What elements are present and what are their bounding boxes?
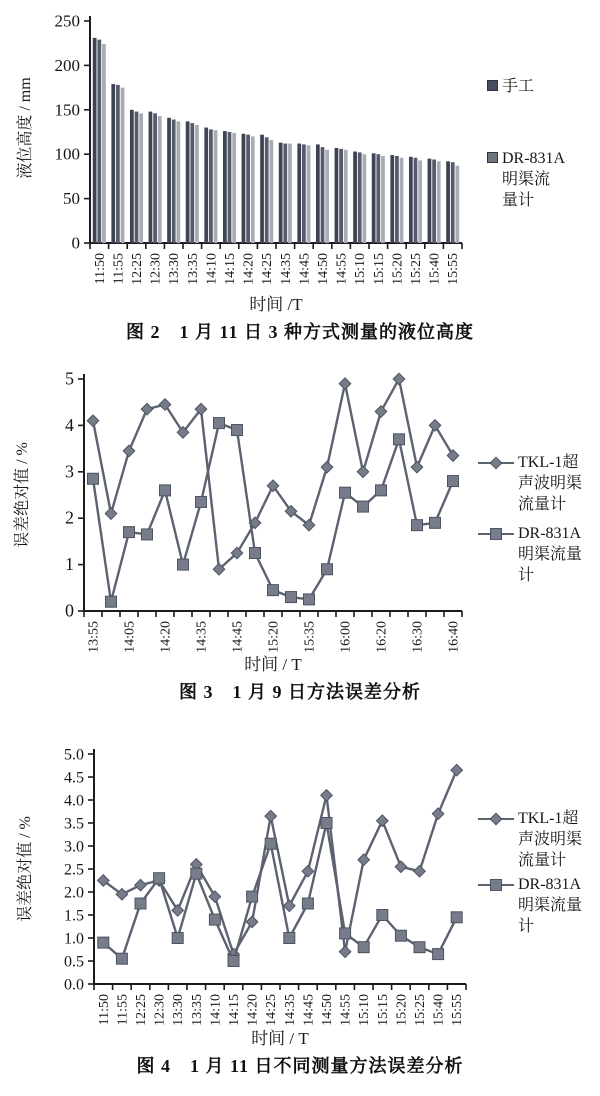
svg-text:13:35: 13:35 [189, 994, 205, 1026]
svg-text:15:15: 15:15 [375, 994, 391, 1026]
svg-text:11:55: 11:55 [115, 994, 131, 1026]
svg-text:15:20: 15:20 [390, 253, 406, 285]
dr831a-series-swatch-icon [487, 152, 498, 163]
svg-text:时间 / T: 时间 / T [251, 1029, 309, 1048]
legend-line: 声波明渠 [518, 475, 583, 492]
y-axis-label: 误差绝对值 / % [14, 442, 31, 548]
svg-text:5.0: 5.0 [64, 746, 84, 764]
figure-line-jan11-error [0, 738, 600, 1086]
svg-text:50: 50 [63, 189, 80, 209]
figure-line-jan9-error [0, 366, 600, 712]
svg-text:16:30: 16:30 [410, 621, 426, 653]
svg-text:15:40: 15:40 [431, 994, 447, 1026]
svg-text:4.5: 4.5 [64, 769, 84, 787]
svg-text:11:50: 11:50 [96, 994, 112, 1026]
tkl1-legend-line-diamond-icon [478, 456, 514, 470]
manual-series-swatch-icon [487, 80, 498, 91]
legend-item-dr831a [478, 874, 582, 937]
svg-text:14:45: 14:45 [301, 994, 317, 1026]
svg-text:16:20: 16:20 [374, 621, 390, 653]
y-axis-label: 液位高度 / mm [17, 77, 34, 179]
svg-text:16:00: 16:00 [338, 621, 354, 653]
svg-text:15:20: 15:20 [266, 621, 282, 653]
svg-text:2: 2 [65, 507, 74, 528]
svg-text:13:30: 13:30 [167, 253, 183, 285]
svg-text:15:20: 15:20 [394, 994, 410, 1026]
legend-line: DR-831A [518, 876, 582, 893]
svg-text:3: 3 [65, 461, 74, 482]
svg-text:2.0: 2.0 [64, 884, 84, 902]
legend-line: 声波明渠 [518, 831, 583, 848]
dr831a-legend-line-square-icon [478, 878, 514, 892]
legend-item-dr831a [478, 523, 582, 586]
legend-line: 流量计 [518, 852, 567, 869]
figure-bar-liquid-level [0, 0, 600, 350]
svg-text:12:30: 12:30 [148, 253, 164, 285]
legend-item-tkl1 [478, 808, 582, 871]
legend-item-dr831a [487, 148, 565, 211]
svg-text:14:15: 14:15 [227, 994, 242, 1026]
svg-text:15:10: 15:10 [357, 994, 373, 1026]
legend-line: 计 [518, 567, 535, 584]
legend-label [502, 76, 534, 97]
legend-line: DR-831A [502, 150, 566, 167]
legend-line: 量计 [502, 192, 535, 209]
svg-text:1.5: 1.5 [64, 907, 84, 925]
svg-text:13:35: 13:35 [185, 253, 201, 285]
svg-text:15:40: 15:40 [427, 253, 443, 285]
svg-text:1: 1 [65, 554, 74, 575]
svg-text:14:55: 14:55 [334, 253, 350, 285]
dr831a-legend-line-square-icon [478, 527, 514, 541]
svg-text:100: 100 [54, 144, 80, 164]
legend-label [518, 452, 582, 515]
svg-text:12:25: 12:25 [130, 253, 145, 285]
legend-label [518, 523, 582, 586]
svg-text:时间 / T: 时间 / T [244, 655, 302, 674]
svg-text:0.0: 0.0 [64, 976, 84, 994]
svg-text:0: 0 [65, 600, 74, 621]
svg-text:14:20: 14:20 [241, 253, 257, 285]
legend-line: 明渠流量 [518, 897, 583, 914]
svg-text:14:35: 14:35 [282, 994, 298, 1026]
svg-text:4.0: 4.0 [64, 792, 84, 810]
legend-item-manual [487, 76, 534, 97]
legend-line: DR-831A [518, 525, 582, 542]
legend-line: TKL-1超 [518, 810, 579, 827]
legend-line: TKL-1超 [518, 454, 579, 471]
legend-item-tkl1 [478, 452, 582, 515]
svg-text:时间 /T: 时间 /T [249, 295, 303, 314]
svg-text:12:30: 12:30 [152, 994, 168, 1026]
svg-text:14:35: 14:35 [278, 253, 294, 285]
svg-text:14:45: 14:45 [297, 253, 313, 285]
figure-2-caption: 图 2 1 月 11 日 3 种方式测量的液位高度 [125, 322, 474, 342]
svg-text:3.0: 3.0 [64, 838, 84, 856]
svg-text:14:20: 14:20 [245, 994, 261, 1026]
y-axis-label: 误差绝对值 / % [17, 816, 34, 922]
svg-text:12:25: 12:25 [134, 994, 149, 1026]
svg-text:14:50: 14:50 [316, 253, 331, 285]
svg-text:14:25: 14:25 [260, 253, 276, 285]
svg-text:15:35: 15:35 [302, 621, 318, 653]
svg-text:14:20: 14:20 [158, 621, 174, 653]
svg-text:13:30: 13:30 [171, 994, 187, 1026]
svg-text:15:55: 15:55 [450, 994, 466, 1026]
svg-text:14:05: 14:05 [122, 621, 138, 653]
svg-text:13:55: 13:55 [86, 621, 102, 653]
legend-line: 明渠流 [502, 171, 551, 188]
svg-text:11:50: 11:50 [92, 253, 108, 285]
svg-text:15:15: 15:15 [371, 253, 387, 285]
svg-text:14:10: 14:10 [208, 994, 224, 1026]
svg-text:15:25: 15:25 [409, 253, 424, 285]
line-chart-canvas [0, 366, 600, 676]
svg-text:4: 4 [65, 414, 74, 435]
svg-text:15:25: 15:25 [413, 994, 428, 1026]
svg-text:14:15: 14:15 [223, 253, 238, 285]
svg-text:14:25: 14:25 [264, 994, 280, 1026]
svg-text:1.0: 1.0 [64, 930, 84, 948]
svg-text:200: 200 [54, 55, 80, 75]
legend-line: 明渠流量 [518, 546, 583, 563]
svg-text:5: 5 [65, 368, 74, 389]
legend-label [502, 148, 565, 211]
svg-text:2.5: 2.5 [64, 861, 84, 879]
svg-text:14:55: 14:55 [338, 994, 354, 1026]
svg-text:11:55: 11:55 [111, 253, 127, 285]
figure-4-caption: 图 4 1 月 11 日不同测量方法误差分析 [136, 1056, 464, 1076]
svg-text:0.5: 0.5 [64, 953, 84, 971]
legend-label [518, 808, 582, 871]
svg-text:14:50: 14:50 [320, 994, 335, 1026]
svg-text:15:55: 15:55 [446, 253, 462, 285]
svg-text:0: 0 [71, 233, 80, 253]
svg-text:250: 250 [54, 11, 80, 31]
legend-line: 手工 [502, 78, 535, 95]
svg-text:16:40: 16:40 [446, 621, 462, 653]
legend-line: 流量计 [518, 496, 567, 513]
figure-3-caption: 图 3 1 月 9 日方法误差分析 [179, 682, 421, 702]
tkl1-legend-line-diamond-icon [478, 812, 514, 826]
svg-text:150: 150 [54, 100, 80, 120]
svg-text:3.5: 3.5 [64, 815, 84, 833]
legend-label [518, 874, 582, 937]
svg-text:14:35: 14:35 [194, 621, 210, 653]
legend-line: 计 [518, 918, 535, 935]
svg-text:14:10: 14:10 [204, 253, 220, 285]
svg-text:14:45: 14:45 [230, 621, 246, 653]
svg-text:15:10: 15:10 [353, 253, 369, 285]
